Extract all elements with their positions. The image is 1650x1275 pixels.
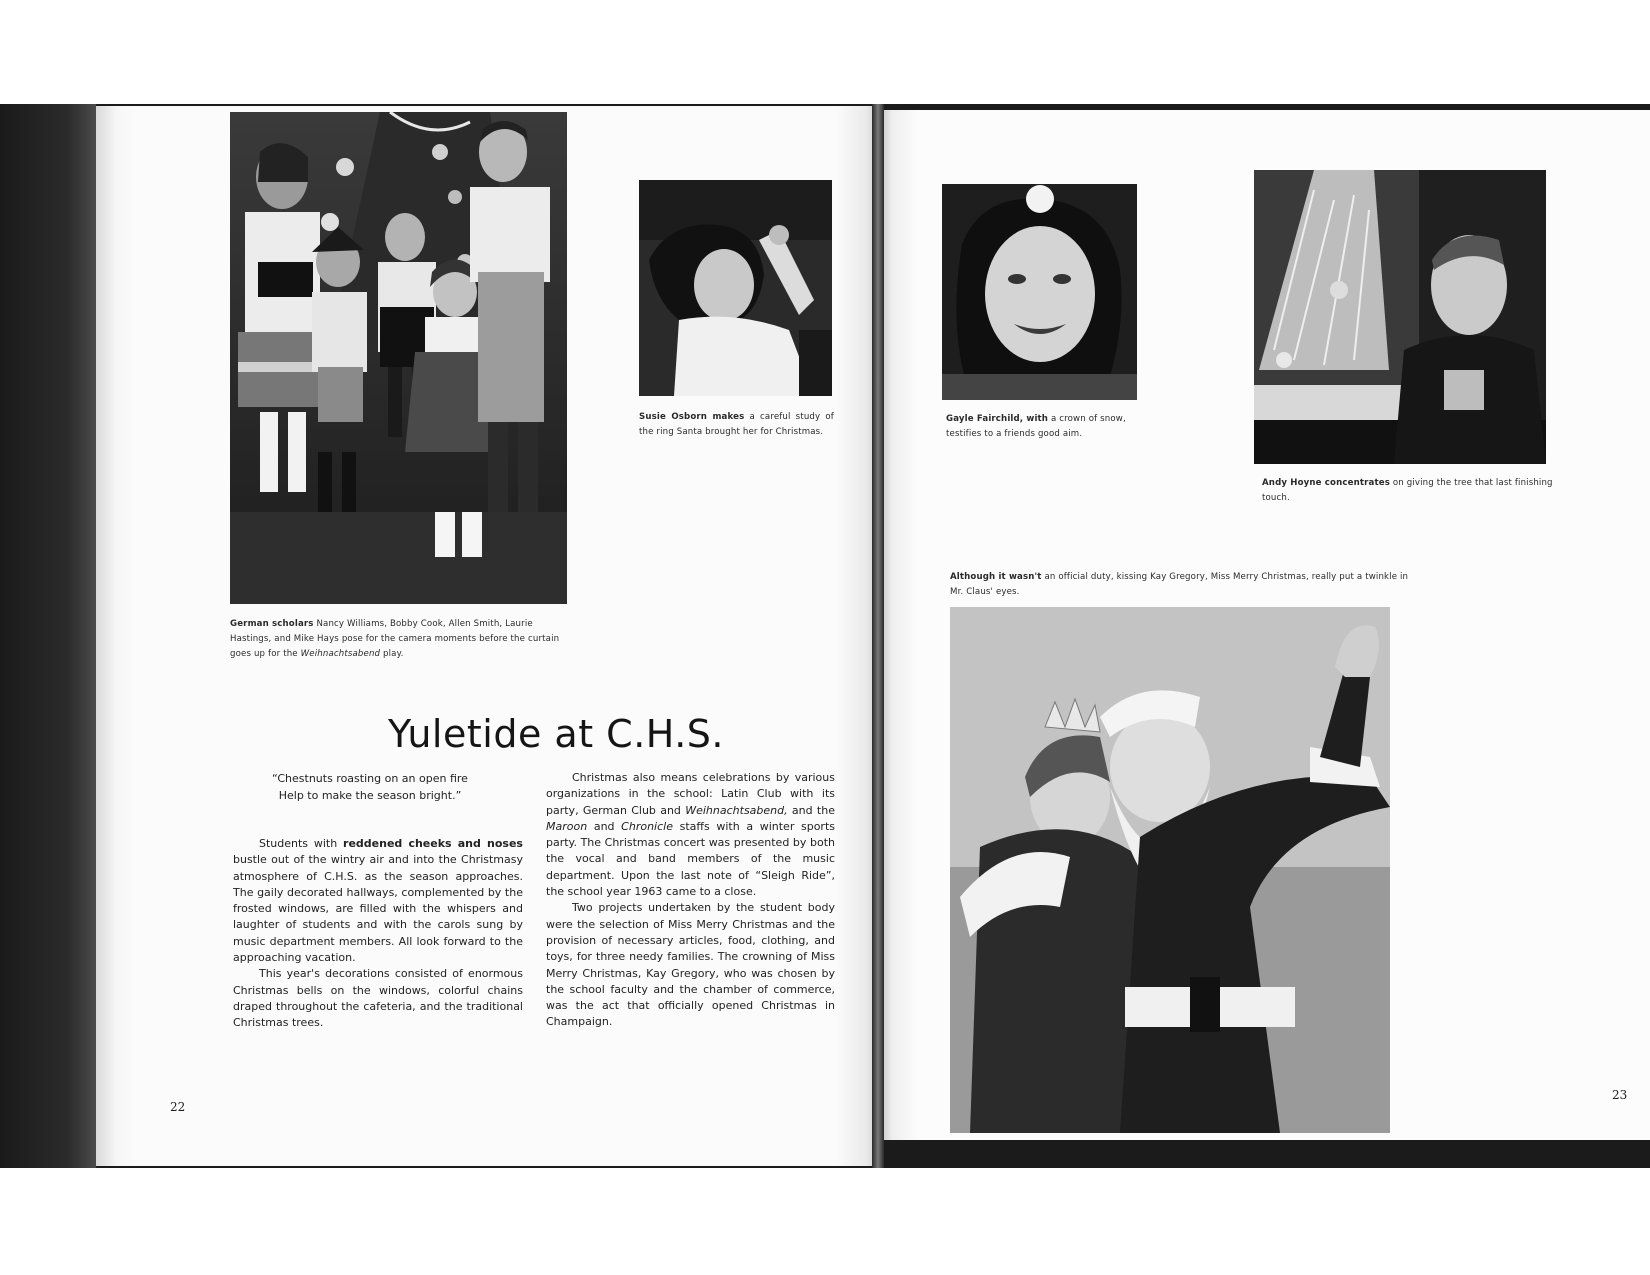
susie-osborn-photo <box>639 180 832 396</box>
santa-kay-gregory-photo <box>950 607 1390 1133</box>
page-number-right: 23 <box>1612 1088 1628 1102</box>
paragraph-3: Christmas also means celebrations by various organizations in the school: Latin Club with its party, German Club and Weihnachtsabend, and the Maroon and Chronicle staffs with a winter sports party. The Christmas concert was presented by both the vocal and band members of the music department. Upon the last note of “Sleigh Ride”, the school year 1963 came to a close. <box>546 771 835 899</box>
gayle-fairchild-caption: Gayle Fairchild, with a crown of snow, testifies to a friends good aim. <box>946 414 1126 439</box>
book-gutter <box>872 104 884 1168</box>
quote-line-2: Help to make the season bright.” <box>278 789 462 802</box>
gayle-fairchild-photo <box>942 184 1137 400</box>
paragraph-2: This year's decorations consisted of enormous Christmas bells on the windows, colorful chains draped throughout the cafeteria, and the traditional Christmas trees. <box>233 967 523 1030</box>
paragraph-4: Two projects undertaken by the student body were the selection of Miss Merry Christmas and the provision of necessary articles, food, clothing, and toys, for three needy families. The crowning of Miss Merry Christmas, Kay Gregory, who was chosen by the school faculty and the chamber of commerce, was the act that officially opened Christmas in Champaign. <box>546 901 835 1029</box>
book-cover-edge <box>0 104 96 1168</box>
page-title: Yuletide at C.H.S. <box>388 712 724 756</box>
andy-hoyne-caption: Andy Hoyne concentrates on giving the tree that last finishing touch. <box>1262 478 1553 503</box>
susie-osborn-caption: Susie Osborn makes a careful study of the ring Santa brought her for Christmas. <box>639 412 834 437</box>
page-number-left: 22 <box>170 1100 186 1114</box>
quote-line-1: “Chestnuts roasting on an open fire <box>272 772 468 785</box>
body-column-right <box>546 770 835 1031</box>
body-column-left <box>233 836 523 1032</box>
andy-hoyne-photo <box>1254 170 1546 464</box>
epigraph-quote <box>240 770 500 804</box>
kay-gregory-caption: Although it wasn't an official duty, kissing Kay Gregory, Miss Merry Christmas, really put a twinkle in Mr. Claus' eyes. <box>950 572 1409 597</box>
german-scholars-photo <box>230 112 567 604</box>
paragraph-1: Students with reddened cheeks and noses bustle out of the wintry air and into the Christmasy atmosphere of C.H.S. as the season approaches. The gaily decorated hallways, complemented by the frosted windows, are filled with the whispers and laughter of students and with the carols sung by music department members. All look forward to the approaching vacation. <box>233 837 523 965</box>
german-scholars-caption: German scholars Nancy Williams, Bobby Cook, Allen Smith, Laurie Hastings, and Mike Hays pose for the camera moments before the curtain goes up for the Weihnachtsabend play. <box>230 619 560 659</box>
